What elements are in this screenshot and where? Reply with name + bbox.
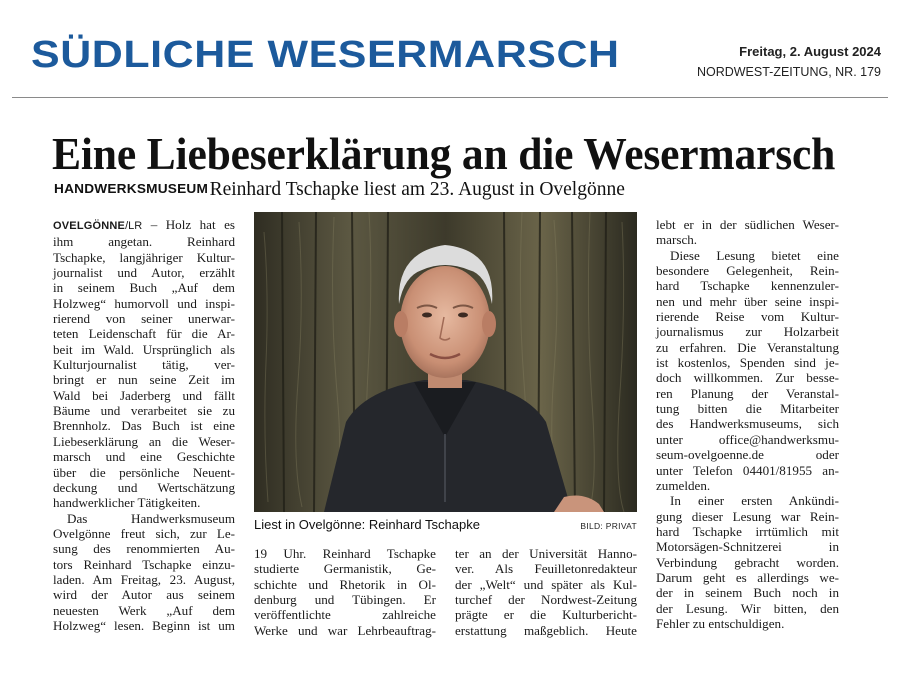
column-line: unter Telefon 04401/81955 an-: [656, 462, 839, 478]
column-line: Fehler zu entschuldigen.: [656, 615, 785, 631]
newspaper-name: NORDWEST-ZEITUNG, NR. 179: [696, 65, 881, 79]
column-line: studierte Germanistik, Ge-: [254, 561, 436, 577]
column-line: ihm angetan. Reinhard: [53, 234, 235, 250]
column-line: gung dieser Lesung war Rein-: [656, 508, 839, 524]
column-line: über die persönliche Neuent-: [53, 464, 235, 480]
column-line: ter an der Universität Hanno-: [455, 546, 637, 561]
dateline-agency: /LR: [125, 220, 143, 232]
column-line: nen und mehr über seine inspi-: [656, 293, 839, 309]
column-line: Liebeserklärung an die Weser-: [53, 433, 235, 449]
column-line: [53, 217, 235, 234]
column-line: lebt er in der südlichen Weser-: [656, 217, 839, 232]
column-line: erstattung maßgeblich. Heute: [455, 622, 637, 638]
column-line: neuesten Werk „Auf dem: [53, 602, 235, 618]
column-line: unter office@handwerksmu-: [656, 431, 839, 447]
column-line: des Handwerksmuseums, sich: [656, 416, 839, 432]
column-line: doch willkommen. Zur besse-: [656, 370, 839, 386]
column-line: Wald bei Jaderberg und fällt: [53, 387, 235, 403]
photo-caption-bar: [254, 517, 637, 532]
column-line: In einer ersten Ankündi-: [670, 493, 839, 509]
column-line: laden. Am Freitag, 23. August,: [53, 571, 235, 587]
column-line: Darum geht es allerdings we-: [656, 569, 839, 585]
column-line: beit im Wald. Ursprünglich als: [53, 341, 235, 357]
column-line: in seinem Buch „Auf dem: [53, 280, 235, 296]
column-line: denburg und Tübingen. Er: [254, 592, 436, 608]
column-line: Ovelgönne freut sich, zur Le-: [53, 525, 235, 541]
column-line: schichte und Rhetorik in Ol-: [254, 576, 436, 592]
article-column-3: [455, 546, 637, 638]
column-line: wird der Autor aus seinem: [53, 587, 235, 603]
article-column-2: [254, 546, 436, 638]
column-line: zu erfahren. Die Veranstaltung: [656, 339, 839, 355]
column-line: marsch und eine Geschichte: [53, 449, 235, 465]
column-line: journalismus zur Holzarbeit: [656, 324, 839, 340]
column-line: sung des renommierten Au-: [53, 541, 235, 557]
column-line: ver. Als Feuilletonredakteur: [455, 561, 637, 577]
column-line: Werke und war Lehrbeauftrag-: [254, 622, 436, 638]
column-line: bringt er nun seine Zeit im: [53, 372, 235, 388]
column-line: der in seinem Buch noch in: [656, 585, 839, 601]
column-line: ren Planung der Veranstal-: [656, 385, 839, 401]
column-line: 19 Uhr. Reinhard Tschapke: [254, 546, 436, 561]
column-line: marsch.: [656, 232, 698, 248]
column-line: turchef der Nordwest-Zeitung: [455, 592, 637, 608]
column-line: Bäume und verarbeitet sie zu: [53, 403, 235, 419]
column-line: Tschapke, langjähriger Kultur-: [53, 249, 235, 265]
column-line: deckung und Wertschätzung: [53, 479, 235, 495]
column-line: Holzweg“ lesen. Beginn ist um: [53, 617, 235, 633]
subheadline-text: Reinhard Tschapke liest am 23. August in Ovelgönne: [209, 179, 625, 200]
article-subheadline: [54, 180, 625, 200]
article-kicker: HANDWERKSMUSEUM: [54, 181, 209, 196]
column-line: rierende Reise vom Kultur-: [656, 309, 839, 325]
article-column-1: [53, 217, 235, 633]
header-divider: [12, 97, 888, 98]
column-line: Kulturjournalist tätig, ver-: [53, 357, 235, 373]
column-line: Verbindung gebracht worden.: [656, 554, 839, 570]
column-line: zumelden.: [656, 477, 711, 493]
column-line: Motorsägen-Schnitzerei in: [656, 539, 839, 555]
column-line: hard Tschapke kennenzuler-: [656, 278, 839, 294]
author-portrait-image: [254, 212, 637, 512]
column-line: tors Reinhard Tschapke einzu-: [53, 556, 235, 572]
issue-date: Freitag, 2. August 2024: [739, 44, 881, 59]
photo-credit: BILD: PRIVAT: [580, 521, 637, 531]
column-line: der Lesung. Wir bitten, den: [656, 600, 839, 616]
column-line: handwerklicher Tätigkeiten.: [53, 495, 201, 511]
column-line: journalist und Autor, erzählt: [53, 265, 235, 281]
issue-info: [697, 42, 881, 82]
column-line: Das Handwerksmuseum: [67, 510, 235, 526]
column-line: prägte er die Kulturbericht-: [455, 607, 637, 623]
column-line: teten Leidenschaft für die Ar-: [53, 326, 235, 342]
column-line: rierend von seiner unerwar-: [53, 311, 235, 327]
dateline-place: OVELGÖNNE: [53, 220, 126, 232]
column-line: ist kostenlos, Spenden sind je-: [656, 355, 839, 371]
section-title: SÜDLICHE WESERMARSCH: [31, 34, 620, 76]
column-line: hard Tschapke irrtümlich mit: [656, 523, 839, 539]
article-headline: Eine Liebeserklärung an die Wesermarsch: [52, 128, 836, 179]
photo-caption: Liest in Ovelgönne: Reinhard Tschapke: [254, 517, 480, 532]
column-line: besondere Gelegenheit, Rein-: [656, 263, 839, 279]
column-line: Brennholz. Das Buch ist eine: [53, 418, 235, 434]
column-line: Diese Lesung bietet eine: [670, 247, 839, 263]
author-photo: [254, 212, 637, 512]
column-line: veröffentlichte zahlreiche: [254, 607, 436, 623]
column-line: der „Welt“ und später als Kul-: [455, 576, 637, 592]
column-line-text: – Holz hat es: [142, 217, 235, 232]
column-line: seum-ovelgoenne.de oder: [656, 447, 839, 463]
column-line: Holzweg“ humorvoll und inspi-: [53, 295, 235, 311]
article-column-4: [656, 217, 839, 631]
column-line: tung bitten die Mitarbeiter: [656, 401, 839, 417]
